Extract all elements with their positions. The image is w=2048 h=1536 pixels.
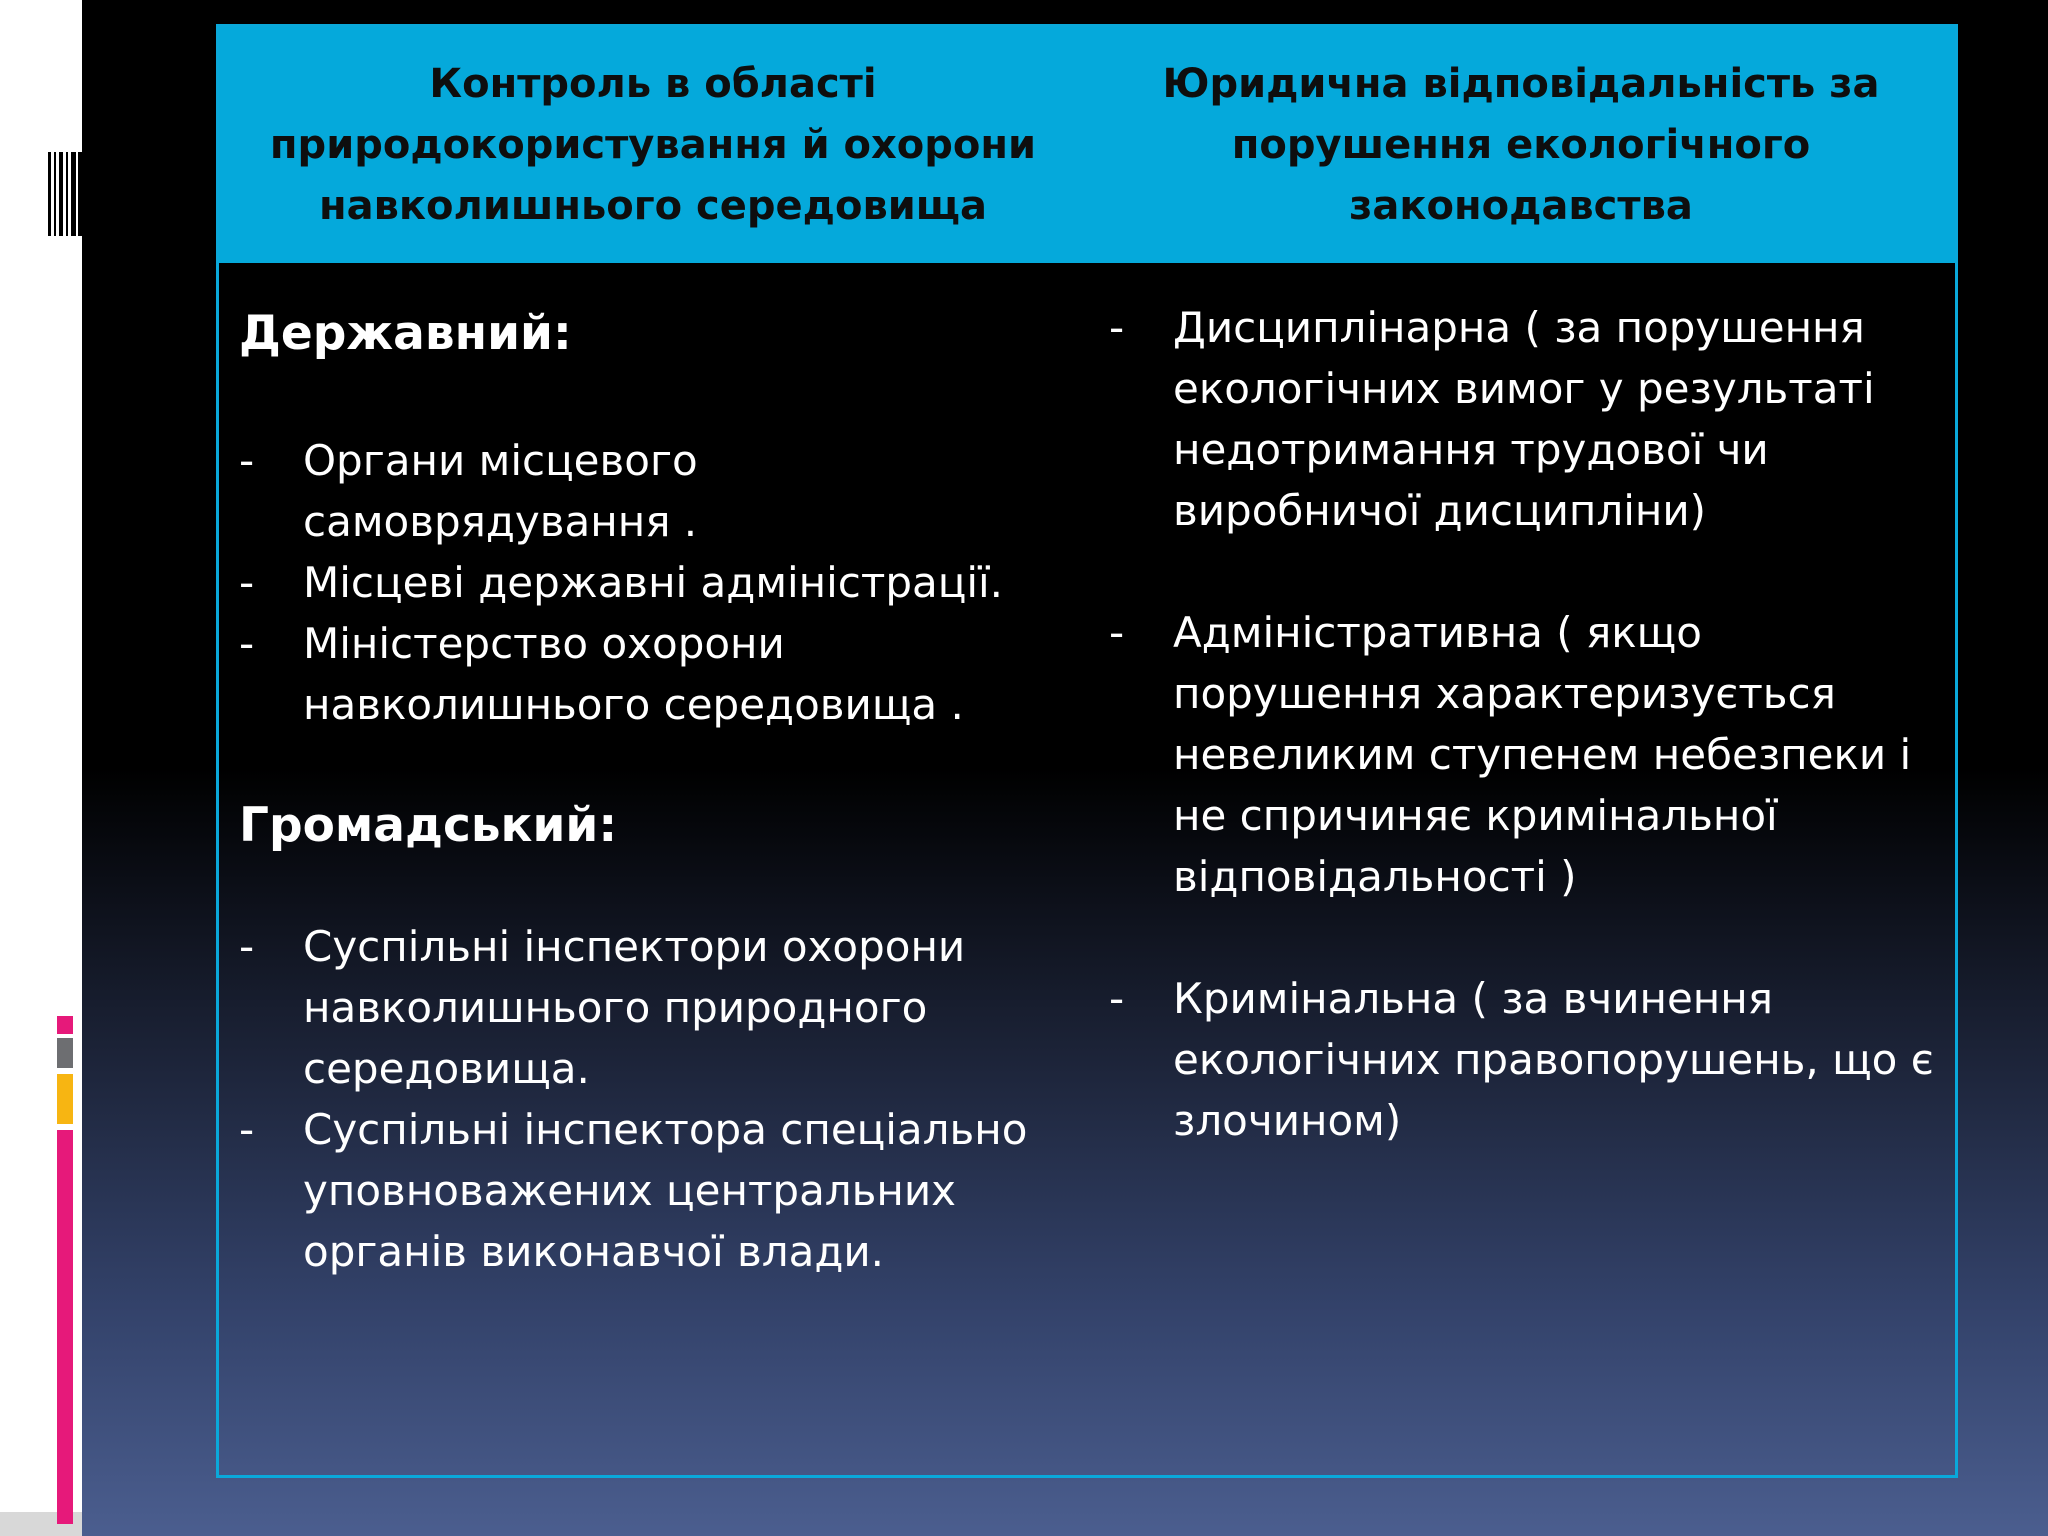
bullet-dash: -	[1109, 608, 1125, 657]
group-title-public: Громадський:	[239, 798, 618, 853]
left-column	[239, 263, 1059, 1282]
list-item-text: Кримінальна ( за вчинення екологічних правопорушень, що є злочином)	[1173, 974, 1934, 1145]
list-item	[1109, 968, 1949, 1151]
group-title-state: Державний:	[239, 306, 572, 361]
header-liability-line-3: законодавства	[1349, 182, 1693, 229]
list-item-text: Дисциплінарна ( за порушення екологічних вимог у результаті недотримання трудової чи виробничої дисципліни)	[1173, 303, 1875, 535]
list-item-text: Міністерство охорони навколишнього середовища .	[303, 619, 964, 729]
list-item	[1109, 297, 1949, 541]
comparison-table	[216, 24, 1958, 1478]
list-item	[1109, 602, 1949, 907]
list-item	[239, 916, 1059, 1099]
header-control-line-2: природокористування й охорони	[269, 121, 1037, 168]
header-cell-control	[219, 27, 1087, 263]
accent-bar-pink-top	[57, 1016, 73, 1034]
list-item	[239, 552, 1059, 613]
list-item	[239, 430, 1059, 552]
header-cell-liability	[1087, 27, 1955, 263]
bullet-dash: -	[1109, 974, 1125, 1023]
list-item-text: Органи місцевого самоврядування .	[303, 436, 698, 546]
bullet-dash: -	[239, 1105, 255, 1154]
header-liability-line-1: Юридична відповідальність за	[1162, 60, 1880, 107]
bullet-dash: -	[239, 436, 255, 485]
list-item-text: Місцеві державні адміністрації.	[303, 558, 1004, 607]
bullet-dash: -	[239, 558, 255, 607]
bullet-dash: -	[1109, 303, 1125, 352]
list-item-text: Суспільні інспектори охорони навколишнього природного середовища.	[303, 922, 966, 1093]
list-item	[239, 613, 1059, 735]
right-column	[1109, 263, 1949, 1151]
bullet-dash: -	[239, 619, 255, 668]
accent-bar-yellow	[57, 1074, 73, 1124]
accent-bar-gray	[57, 1038, 73, 1068]
list-item-text: Суспільні інспектора спеціально уповноважених центральних органів виконавчої влади.	[303, 1105, 1028, 1276]
list-item-text: Адміністративна ( якщо порушення характеризується невеликим ступенем небезпеки і не спричиняє кримінальної відповідальності )	[1173, 608, 1912, 901]
header-control-line-3: навколишнього середовища	[318, 182, 987, 229]
list-item	[239, 1099, 1059, 1282]
header-liability-line-2: порушення екологічного	[1231, 121, 1811, 168]
bullet-dash: -	[239, 922, 255, 971]
header-control-line-1: Контроль в області	[429, 60, 877, 107]
table-header-row	[219, 27, 1955, 263]
barcode-decoration	[48, 152, 82, 236]
accent-bar-pink-long	[57, 1130, 73, 1524]
